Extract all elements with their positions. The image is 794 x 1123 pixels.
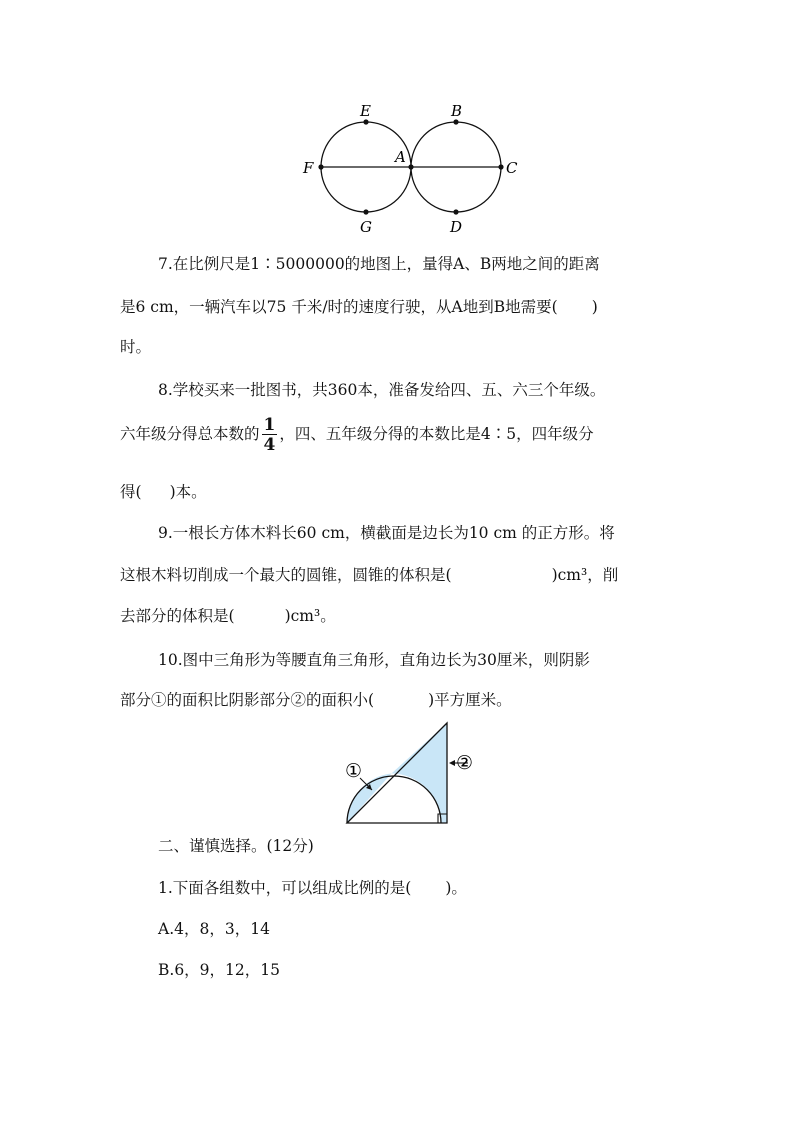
arrowhead-2 [449,760,455,766]
q8-line2-pre: 六年级分得总本数的 [120,425,260,443]
q8-line3 [120,482,207,502]
q10-line1: 10.图中三角形为等腰直角三角形，直角边长为30厘米，则阴影 [158,651,590,669]
section2-q1-text: 1.下面各组数中，可以组成比例的是( [158,879,412,897]
q10-line2-pre: 部分①的面积比阴影部分②的面积小( [120,691,375,709]
q8-line3-post: )本。 [169,483,207,501]
option-a[interactable]: A.4，8，3，14 [158,920,270,938]
point-b [453,119,458,124]
label-d: D [450,218,463,236]
label-region-2: ② [456,752,474,774]
q10-line2 [120,690,512,710]
q7-line2-text: 是6 cm，一辆汽车以75 千米/时的速度行驶，从A地到B地需要( [120,298,558,316]
q9-line2-post: )cm³，削 [551,566,619,584]
point-g [363,209,368,214]
point-a [408,164,413,169]
q9-line1: 9.一根长方体木料长60 cm，横截面是边长为10 cm 的正方形。将 [158,524,615,542]
figure-triangle-semicircle [340,715,480,830]
fraction-denominator: 4 [263,435,276,455]
q7-line3: 时。 [120,338,152,356]
q7-line2-close: ) [591,298,598,316]
label-e: E [360,102,371,120]
section2-q1 [158,878,467,898]
fraction-numerator: 1 [263,415,276,435]
fraction-one-quarter [262,417,278,453]
q8-line2 [120,414,594,454]
point-d [453,209,458,214]
option-b[interactable]: B.6，9，12，15 [158,961,280,979]
point-e [363,119,368,124]
label-g: G [360,218,372,236]
label-region-1: ① [345,760,363,782]
label-f: F [303,159,314,177]
figure-two-circles [290,95,530,245]
q10-line2-post: )平方厘米。 [428,691,512,709]
q7-line1: 7.在比例尺是1∶5000000的地图上，量得A、B两地之间的距离 [158,255,600,273]
label-c: C [506,159,518,177]
q8-line3-pre: 得( [120,483,142,501]
section2-q1-end: )。 [445,879,467,897]
label-a: A [395,148,406,166]
q9-line3 [120,606,336,626]
q7-line2 [120,297,598,317]
label-b: B [451,102,463,120]
q9-line2-pre: 这根木料切削成一个最大的圆锥，圆锥的体积是( [120,566,452,584]
q9-line2 [120,565,618,585]
q8-line1: 8.学校买来一批图书，共360本，准备发给四、五、六三个年级。 [158,381,606,399]
q9-line3-pre: 去部分的体积是( [120,607,235,625]
q9-line3-post: )cm³。 [284,607,336,625]
point-c [498,164,503,169]
q8-line2-post: ，四、五年级分得的本数比是4∶5，四年级分 [279,425,594,443]
point-f [318,164,323,169]
section2-heading: 二、谨慎选择。(12分) [158,837,314,855]
